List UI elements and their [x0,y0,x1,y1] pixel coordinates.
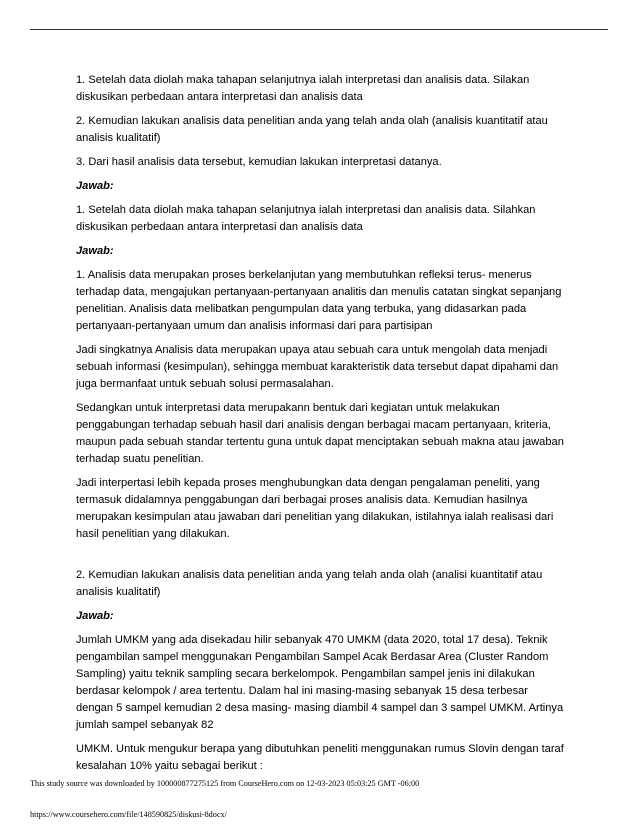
answer-paragraph: UMKM. Untuk mengukur berapa yang dibutuhkan peneliti menggunakan rumus Slovin dengan taraf kesalahan 10% yaitu sebagai berikut : [76,743,564,772]
answer-paragraph: Jadi interpertasi lebih kepada proses menghubungkan data dengan pengalaman peneliti, yang termasuk didalamnya penggabungan dari berbagai proses analisis data. Kemudian hasilnya merupakan kesimpulan atau jawaban dari penelitian yang dilakukan, istilahnya ialah realisasi dari hasil penelitian yang dilakukan. [76,477,554,540]
restated-question-2: 2. Kemudian lakukan analisis data penelitian anda yang telah anda olah (analisi kuantitatif atau analisis kualitatif) [76,569,543,598]
question-1: 1. Setelah data diolah maka tahapan selanjutnya ialah interpretasi dan analisis data. Silakan diskusikan perbedaan antara interpretasi dan analisis data [76,74,530,103]
question-2: 2. Kemudian lakukan analisis data penelitian anda yang telah anda olah (analisis kuantitatif atau analisis kualitatif) [76,115,548,144]
document-body [76,72,566,782]
answer-heading: Jawab: [76,180,114,192]
answer-paragraph: Jadi singkatnya Analisis data merupakan upaya atau sebuah cara untuk mengolah data menjadi sebuah informasi (kesimpulan), sehingga membuat karakteristik data tersebut dapat dipahami dan juga bermanfaat untuk sebuah solusi permasalahan. [76,344,559,390]
question-3: 3. Dari hasil analisis data tersebut, kemudian lakukan interpretasi datanya. [76,156,442,168]
answer-heading: Jawab: [76,245,114,257]
answer-paragraph: Sedangkan untuk interpretasi data merupakann bentuk dari kegiatan untuk melakukan penggabungan terhadap sebuah hasil dari analisis dengan berbagai macam pertanyaan, kriteria, maupun pada sebuah standar tertentu guna untuk dapat menciptakan sebuah makna atau jawaban terhadap suatu penelitian. [76,402,564,465]
answer-heading: Jawab: [76,610,114,622]
download-notice: This study source was downloaded by 100000877275125 from CourseHero.com on 12-03-2023 05:03:25 GMT -06:00 [30,779,420,788]
answer-paragraph: Jumlah UMKM yang ada disekadau hilir sebanyak 470 UMKM (data 2020, total 17 desa). Teknik pengambilan sampel menggunakan Pengambilan Sampel Acak Berdasar Area (Cluster Random Sampling) yaitu teknik sampling secara berkelompok. Pengambilan sampel jenis ini dilakukan berdasar kelompok / area tertentu. Dalam hal ini masing-masing sebanyak 15 desa terbesar dengan 5 sampel kemudian 2 desa masing- masing diambil 4 sampel dan 3 sampel UMKM. Artinya jumlah sampel sebanyak 82 [76,634,564,731]
top-divider [30,29,608,30]
restated-question-1: 1. Setelah data diolah maka tahapan selanjutnya ialah interpretasi dan analisis data. Silahkan diskusikan perbedaan antara interpretasi dan analisis data [76,204,536,233]
answer-paragraph: 1. Analisis data merupakan proses berkelanjutan yang membutuhkan refleksi terus- menerus terhadap data, mengajukan pertanyaan-pertanyaan analitis dan menulis catatan singkat sepanjang penelitian. Analisis data melibatkan pengumpulan data yang terbuka, yang didasarkan pada pertanyaan-pertanyaan umum dan analisis informasi dari para partisipan [76,269,562,332]
source-url: https://www.coursehero.com/file/148590825/diskusi-8docx/ [30,810,227,819]
